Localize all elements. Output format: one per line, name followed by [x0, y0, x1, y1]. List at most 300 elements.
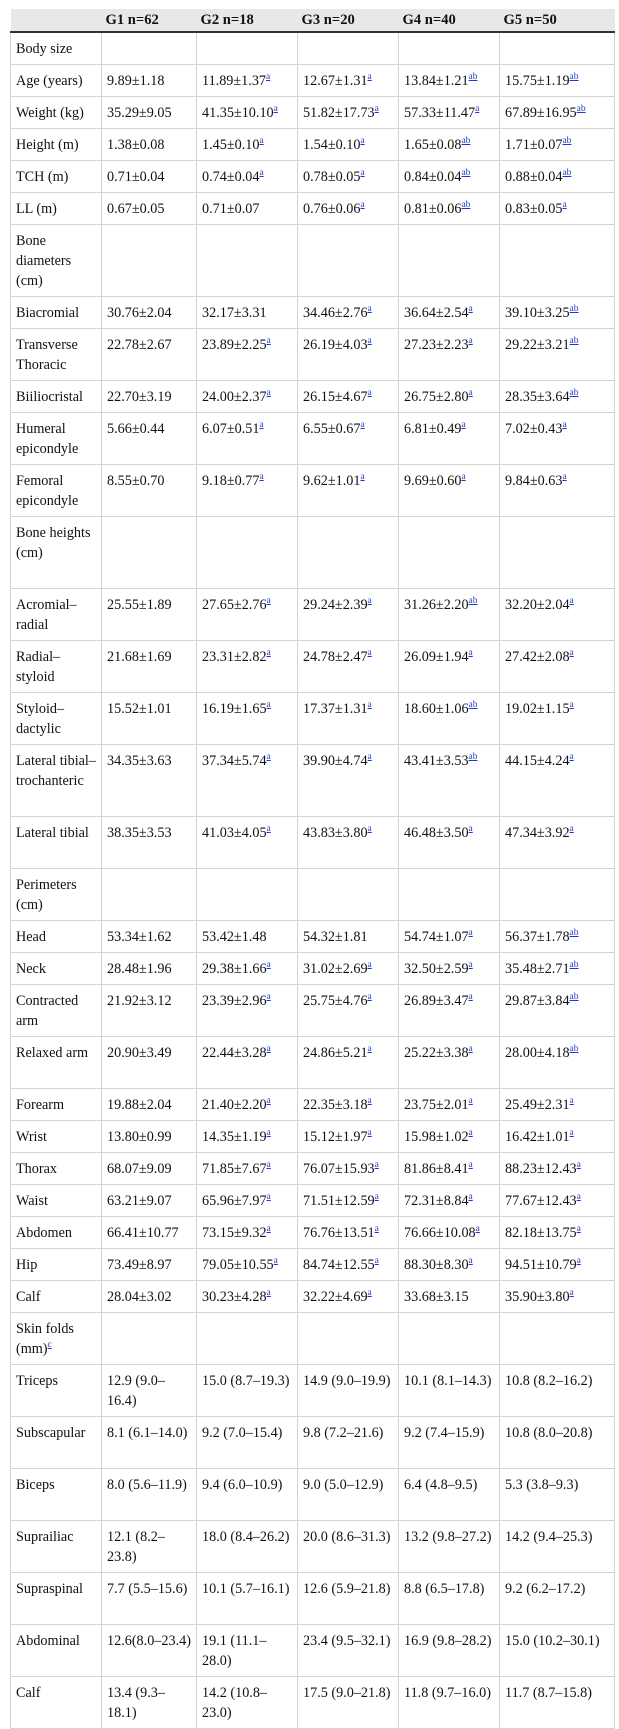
cell-value: 10.1 (5.7–16.1) [202, 1581, 290, 1597]
footnote-marker [469, 700, 478, 710]
value-cell [399, 465, 500, 517]
row-label-cell [11, 745, 102, 817]
cell-value: 38.35±3.53 [107, 825, 172, 841]
value-cell [197, 413, 298, 465]
cell-value: 8.55±0.70 [107, 473, 165, 489]
footnote-link[interactable]: ab [569, 960, 579, 970]
footnote-marker [570, 388, 579, 398]
footnote-link[interactable]: a [367, 700, 372, 710]
footnote-link[interactable]: a [367, 336, 372, 346]
value-cell [500, 1625, 615, 1677]
footnote-link[interactable]: ab [569, 72, 579, 82]
footnote-link[interactable]: ab [569, 304, 579, 314]
value-cell [298, 1153, 399, 1185]
footnote-link[interactable]: a [562, 200, 567, 210]
footnote-marker [469, 992, 473, 1002]
cell-value: 63.21±9.07 [107, 1193, 172, 1209]
footnote-link[interactable]: a [266, 596, 271, 606]
footnote-marker [267, 336, 271, 346]
value-cell [197, 1313, 298, 1365]
cell-value: 29.87±3.84 [505, 993, 570, 1009]
footnote-link[interactable]: a [259, 136, 264, 146]
footnote-link[interactable]: ab [468, 596, 478, 606]
value-cell [197, 693, 298, 745]
cell-value: 0.67±0.05 [107, 201, 165, 217]
footnote-link[interactable]: ab [562, 136, 572, 146]
row-label: Skin folds (mm) [16, 1321, 74, 1357]
value-cell [298, 225, 399, 297]
footnote-link[interactable]: a [468, 1192, 473, 1202]
cell-value: 16.19±1.65 [202, 701, 267, 717]
value-cell [102, 1037, 197, 1089]
header-cell-empty [11, 9, 102, 32]
cell-value: 8.8 (6.5–17.8) [404, 1581, 485, 1597]
row-label: Biacromial [16, 305, 80, 321]
footnote-link[interactable]: a [569, 700, 574, 710]
footnote-link[interactable]: a [266, 1288, 271, 1298]
table-body [11, 32, 615, 1729]
value-cell [399, 1469, 500, 1521]
row-label-cell [11, 1185, 102, 1217]
value-cell [399, 297, 500, 329]
cell-value: 14.9 (9.0–19.9) [303, 1373, 391, 1389]
footnote-link[interactable]: a [468, 648, 473, 658]
cell-value: 0.74±0.04 [202, 169, 260, 185]
footnote-marker [570, 700, 574, 710]
footnote-link[interactable]: a [266, 992, 271, 1002]
footnote-link[interactable]: a [259, 472, 264, 482]
cell-value: 18.0 (8.4–26.2) [202, 1529, 290, 1545]
footnote-marker [476, 1224, 480, 1234]
value-cell [500, 329, 615, 381]
value-cell [102, 1281, 197, 1313]
value-cell [102, 297, 197, 329]
footnote-marker [375, 104, 379, 114]
value-cell [500, 129, 615, 161]
cell-value: 0.71±0.04 [107, 169, 165, 185]
value-cell [399, 161, 500, 193]
footnote-link[interactable]: ab [468, 752, 478, 762]
value-cell [399, 1217, 500, 1249]
value-cell [298, 1121, 399, 1153]
footnote-marker [267, 824, 271, 834]
value-cell [298, 161, 399, 193]
footnote-link[interactable]: a [360, 420, 365, 430]
value-cell [197, 161, 298, 193]
footnote-link[interactable]: a [360, 168, 365, 178]
cell-value: 7.7 (5.5–15.6) [107, 1581, 188, 1597]
cell-value: 8.0 (5.6–11.9) [107, 1477, 187, 1493]
footnote-link[interactable]: ab [562, 168, 572, 178]
value-cell [102, 921, 197, 953]
footnote-link[interactable]: a [569, 1128, 574, 1138]
footnote-link[interactable]: a [468, 1128, 473, 1138]
cell-value: 26.15±4.67 [303, 389, 368, 405]
footnote-link[interactable]: a [367, 596, 372, 606]
footnote-marker [570, 928, 579, 938]
header-cell-g4: G4 n=40 [399, 9, 500, 32]
footnote-link[interactable]: ab [576, 104, 586, 114]
cell-value: 22.35±3.18 [303, 1097, 368, 1113]
value-cell [399, 1313, 500, 1365]
cell-value: 21.92±3.12 [107, 993, 172, 1009]
value-cell [197, 1625, 298, 1677]
cell-value: 19.02±1.15 [505, 701, 570, 717]
cell-value: 33.68±3.15 [404, 1289, 469, 1305]
value-cell [399, 413, 500, 465]
table-row [11, 161, 615, 193]
footnote-link[interactable]: a [266, 388, 271, 398]
footnote-marker [469, 1128, 473, 1138]
cell-value: 73.15±9.32 [202, 1225, 267, 1241]
row-label-cell [11, 1121, 102, 1153]
footnote-link[interactable]: ab [461, 136, 471, 146]
value-cell [197, 1121, 298, 1153]
cell-value: 57.33±11.47 [404, 105, 476, 121]
footnote-marker [469, 1096, 473, 1106]
value-cell [298, 297, 399, 329]
footnote-link[interactable]: a [367, 388, 372, 398]
footnote-link[interactable]: a [266, 648, 271, 658]
footnote-link[interactable]: a [367, 960, 372, 970]
value-cell [102, 1185, 197, 1217]
footnote-marker [267, 648, 271, 658]
value-cell [500, 517, 615, 589]
footnote-link[interactable]: a [367, 824, 372, 834]
cell-value: 94.51±10.79 [505, 1257, 577, 1273]
footnote-link[interactable]: a [468, 824, 473, 834]
footnote-link[interactable]: a [259, 420, 264, 430]
value-cell [197, 1249, 298, 1281]
cell-value: 12.67±1.31 [303, 73, 368, 89]
footnote-link[interactable]: a [266, 336, 271, 346]
footnote-link[interactable]: a [367, 304, 372, 314]
footnote-link[interactable]: ab [461, 200, 471, 210]
row-label-cell [11, 1313, 102, 1365]
value-cell [102, 817, 197, 869]
value-cell [197, 1037, 298, 1089]
footnote-link[interactable]: a [562, 420, 567, 430]
footnote-link[interactable]: a [475, 1224, 480, 1234]
footnote-link[interactable]: a [367, 72, 372, 82]
row-label: Biiliocristal [16, 389, 83, 405]
value-cell [500, 1573, 615, 1625]
footnote-link[interactable]: a [374, 1224, 379, 1234]
footnote-link[interactable]: a [576, 1224, 581, 1234]
footnote-link[interactable]: a [461, 472, 466, 482]
footnote-marker [577, 1256, 581, 1266]
value-cell [399, 921, 500, 953]
footnote-marker [368, 992, 372, 1002]
footnote-link[interactable]: c [47, 1340, 52, 1350]
value-cell [399, 693, 500, 745]
value-cell [500, 641, 615, 693]
value-cell [102, 693, 197, 745]
cell-value: 1.45±0.10 [202, 137, 260, 153]
footnote-link[interactable]: a [468, 928, 473, 938]
footnote-link[interactable]: a [569, 1288, 574, 1298]
cell-value: 82.18±13.75 [505, 1225, 577, 1241]
value-cell [102, 589, 197, 641]
footnote-marker [570, 960, 579, 970]
footnote-marker [570, 1288, 574, 1298]
row-label-cell [11, 817, 102, 869]
row-label: Styloid–dactylic [16, 701, 65, 737]
cell-value: 29.22±3.21 [505, 337, 570, 353]
footnote-link[interactable]: a [367, 992, 372, 1002]
footnote-marker [259, 168, 263, 178]
footnote-marker [461, 200, 470, 210]
footnote-marker [368, 700, 372, 710]
footnote-link[interactable]: a [367, 1128, 372, 1138]
value-cell [298, 517, 399, 589]
footnote-link[interactable]: a [468, 1160, 473, 1170]
value-cell [197, 32, 298, 65]
row-label-cell [11, 693, 102, 745]
value-cell [500, 1469, 615, 1521]
footnote-link[interactable]: a [367, 1044, 372, 1054]
value-cell [102, 161, 197, 193]
cell-value: 29.24±2.39 [303, 597, 368, 613]
footnote-link[interactable]: a [468, 960, 473, 970]
footnote-link[interactable]: a [461, 420, 466, 430]
value-cell [102, 745, 197, 817]
cell-value: 5.3 (3.8–9.3) [505, 1477, 579, 1493]
footnote-link[interactable]: a [569, 648, 574, 658]
value-cell [399, 745, 500, 817]
footnote-marker [570, 1096, 574, 1106]
footnote-marker [368, 336, 372, 346]
footnote-link[interactable]: a [367, 648, 372, 658]
cell-value: 18.60±1.06 [404, 701, 469, 717]
cell-value: 84.74±12.55 [303, 1257, 375, 1273]
row-label: Thorax [16, 1161, 57, 1177]
footnote-link[interactable]: a [468, 1044, 473, 1054]
table-row [11, 641, 615, 693]
value-cell [500, 1313, 615, 1365]
value-cell [298, 1521, 399, 1573]
footnote-link[interactable]: a [468, 1256, 473, 1266]
footnote-link[interactable]: a [569, 752, 574, 762]
footnote-link[interactable]: a [576, 1256, 581, 1266]
header-cell-g5: G5 n=50 [500, 9, 615, 32]
footnote-link[interactable]: a [367, 1096, 372, 1106]
cell-value: 6.55±0.67 [303, 421, 361, 437]
footnote-link[interactable]: a [576, 1192, 581, 1202]
value-cell [102, 225, 197, 297]
cell-value: 14.2 (10.8–23.0) [202, 1685, 268, 1721]
value-cell [298, 817, 399, 869]
footnote-link[interactable]: a [266, 752, 271, 762]
footnote-link[interactable]: ab [569, 336, 579, 346]
footnote-link[interactable]: a [367, 1288, 372, 1298]
cell-value: 77.67±12.43 [505, 1193, 577, 1209]
cell-value: 54.74±1.07 [404, 929, 469, 945]
table-row [11, 921, 615, 953]
value-cell [298, 985, 399, 1037]
cell-value: 46.48±3.50 [404, 825, 469, 841]
cell-value: 16.42±1.01 [505, 1129, 570, 1145]
footnote-link[interactable]: a [468, 388, 473, 398]
value-cell [399, 1417, 500, 1469]
value-cell [298, 193, 399, 225]
cell-value: 1.71±0.07 [505, 137, 563, 153]
footnote-link[interactable]: a [266, 1044, 271, 1054]
row-label-cell [11, 1281, 102, 1313]
footnote-link[interactable]: a [360, 136, 365, 146]
footnote-link[interactable]: a [367, 752, 372, 762]
footnote-link[interactable]: a [468, 1096, 473, 1106]
value-cell [197, 817, 298, 869]
cell-value: 28.00±4.18 [505, 1045, 570, 1061]
value-cell [500, 953, 615, 985]
table-row [11, 517, 615, 589]
value-cell [102, 329, 197, 381]
value-cell [197, 129, 298, 161]
footnote-marker [368, 72, 372, 82]
value-cell [500, 1121, 615, 1153]
cell-value: 41.35±10.10 [202, 105, 274, 121]
value-cell [399, 985, 500, 1037]
value-cell [500, 97, 615, 129]
footnote-marker [274, 104, 278, 114]
footnote-marker [469, 72, 478, 82]
footnote-marker [469, 1160, 473, 1170]
table-row [11, 1249, 615, 1281]
cell-value: 66.41±10.77 [107, 1225, 179, 1241]
footnote-link[interactable]: ab [569, 388, 579, 398]
footnote-link[interactable]: a [266, 1192, 271, 1202]
row-label-cell [11, 953, 102, 985]
cell-value: 35.90±3.80 [505, 1289, 570, 1305]
footnote-link[interactable]: a [266, 960, 271, 970]
value-cell [197, 517, 298, 589]
footnote-link[interactable]: a [569, 824, 574, 834]
row-label: Calf [16, 1289, 41, 1305]
footnote-marker [368, 596, 372, 606]
table-row [11, 1573, 615, 1625]
row-label: LL (m) [16, 201, 57, 217]
footnote-link[interactable]: a [374, 1160, 379, 1170]
footnote-marker [267, 1288, 271, 1298]
value-cell [399, 817, 500, 869]
footnote-link[interactable]: a [266, 1160, 271, 1170]
footnote-link[interactable]: a [374, 1192, 379, 1202]
footnote-link[interactable]: a [266, 824, 271, 834]
cell-value: 13.84±1.21 [404, 73, 469, 89]
value-cell [298, 1281, 399, 1313]
footnote-link[interactable]: a [273, 1256, 278, 1266]
footnote-link[interactable]: a [468, 304, 473, 314]
row-label-cell [11, 97, 102, 129]
value-cell [500, 693, 615, 745]
footnote-link[interactable]: a [266, 700, 271, 710]
footnote-link[interactable]: a [468, 336, 473, 346]
footnote-marker [368, 388, 372, 398]
footnote-link[interactable]: a [569, 596, 574, 606]
footnote-link[interactable]: a [266, 1224, 271, 1234]
table-row [11, 381, 615, 413]
table-row [11, 1521, 615, 1573]
cell-value: 0.81±0.06 [404, 201, 462, 217]
value-cell [298, 1249, 399, 1281]
footnote-marker [469, 1256, 473, 1266]
row-label: Weight (kg) [16, 105, 84, 121]
cell-value: 7.02±0.43 [505, 421, 563, 437]
row-label-cell [11, 1625, 102, 1677]
footnote-link[interactable]: a [360, 472, 365, 482]
footnote-link[interactable]: a [468, 992, 473, 1002]
table-row [11, 193, 615, 225]
row-label: Lateral tibial–trochanteric [16, 753, 96, 789]
footnote-marker [469, 648, 473, 658]
footnote-link[interactable]: ab [461, 168, 471, 178]
footnote-marker [368, 752, 372, 762]
footnote-marker [266, 72, 270, 82]
cell-value: 1.54±0.10 [303, 137, 361, 153]
value-cell [399, 1153, 500, 1185]
footnote-link[interactable]: a [266, 1128, 271, 1138]
cell-value: 11.8 (9.7–16.0) [404, 1685, 491, 1701]
row-label: Age (years) [16, 73, 83, 89]
cell-value: 72.31±8.84 [404, 1193, 469, 1209]
footnote-marker [267, 1160, 271, 1170]
footnote-link[interactable]: a [562, 472, 567, 482]
value-cell [298, 921, 399, 953]
footnote-link[interactable]: a [475, 104, 480, 114]
footnote-link[interactable]: a [273, 104, 278, 114]
cell-value: 15.0 (10.2–30.1) [505, 1633, 600, 1649]
cell-value: 23.39±2.96 [202, 993, 267, 1009]
footnote-link[interactable]: ab [468, 700, 478, 710]
cell-value: 9.4 (6.0–10.9) [202, 1477, 283, 1493]
footnote-link[interactable]: a [569, 1096, 574, 1106]
footnote-marker [469, 824, 473, 834]
table-row [11, 1625, 615, 1677]
footnote-link[interactable]: a [374, 104, 379, 114]
footnote-marker [368, 1128, 372, 1138]
value-cell [102, 1521, 197, 1573]
value-cell [197, 97, 298, 129]
cell-value: 37.34±5.74 [202, 753, 267, 769]
cell-value: 22.44±3.28 [202, 1045, 267, 1061]
footnote-link[interactable]: ab [569, 1044, 579, 1054]
footnote-link[interactable]: ab [468, 72, 478, 82]
footnote-link[interactable]: ab [569, 992, 579, 1002]
footnote-link[interactable]: a [576, 1160, 581, 1170]
row-label-cell [11, 1573, 102, 1625]
footnote-link[interactable]: a [266, 72, 271, 82]
footnote-marker [267, 992, 271, 1002]
cell-value: 47.34±3.92 [505, 825, 570, 841]
value-cell [500, 1185, 615, 1217]
footnote-link[interactable]: a [266, 1096, 271, 1106]
footnote-marker [577, 1160, 581, 1170]
table-row [11, 1037, 615, 1089]
footnote-link[interactable]: a [360, 200, 365, 210]
footnote-link[interactable]: a [259, 168, 264, 178]
row-label-cell [11, 225, 102, 297]
footnote-link[interactable]: ab [569, 928, 579, 938]
table-row [11, 65, 615, 97]
value-cell [500, 1521, 615, 1573]
footnote-marker [562, 200, 566, 210]
table-row [11, 869, 615, 921]
value-cell [500, 225, 615, 297]
table-row [11, 1417, 615, 1469]
cell-value: 39.10±3.25 [505, 305, 570, 321]
footnote-link[interactable]: a [374, 1256, 379, 1266]
